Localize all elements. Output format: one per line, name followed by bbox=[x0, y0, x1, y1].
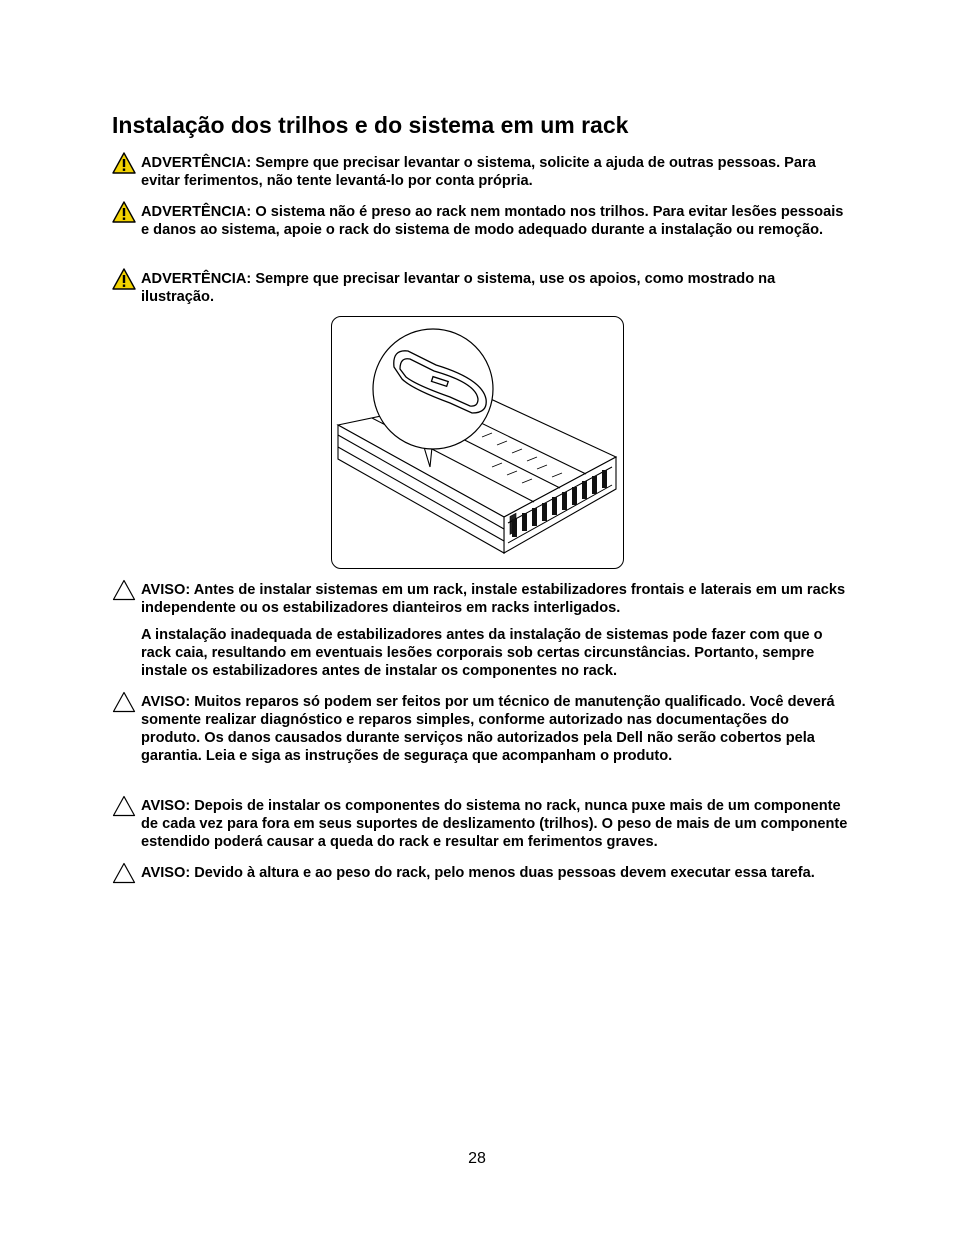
server-chassis-drawing bbox=[332, 317, 624, 569]
caution-text-secondary: A instalação inadequada de estabilizadores antes da instalação de sistemas pode fazer com que o rack caia, resultando em eventuais lesões corporais sob certas circunstâncias. Portanto, sempre instale os estabilizadores antes de instalar os componentes no rack. bbox=[141, 627, 823, 679]
caution-triangle-icon bbox=[112, 579, 136, 601]
warning-text: O sistema não é preso ao rack nem montado nos trilhos. Para evitar lesões pessoais e danos ao sistema, apoie o rack do sistema de modo adequado durante a instalação ou remoção. bbox=[141, 204, 844, 238]
server-lifting-illustration bbox=[331, 316, 624, 569]
page-number: 28 bbox=[468, 1150, 486, 1167]
caution-text: Depois de instalar os componentes do sistema no rack, nunca puxe mais de um componente de cada vez para fora em seus suportes de deslizamento (trilhos). O peso de mais de um componente estendido poderá causar a queda do rack e resultar em ferimentos graves. bbox=[141, 798, 848, 850]
caution-label: AVISO: bbox=[141, 694, 191, 710]
warning-note-1 bbox=[112, 154, 852, 190]
caution-text: Antes de instalar sistemas em um rack, instale estabilizadores frontais e laterais em um racks independente ou os estabilizadores dianteiros em racks interligados. bbox=[141, 582, 846, 616]
warning-note-2 bbox=[112, 203, 852, 239]
caution-note-3 bbox=[112, 797, 852, 851]
caution-label: AVISO: bbox=[141, 582, 191, 598]
warning-text: Sempre que precisar levantar o sistema, solicite a ajuda de outras pessoas. Para evitar ferimentos, não tente levantá-lo por conta própria. bbox=[141, 155, 816, 189]
caution-triangle-icon bbox=[112, 862, 136, 884]
caution-triangle-icon bbox=[112, 795, 136, 817]
warning-text: Sempre que precisar levantar o sistema, use os apoios, como mostrado na ilustração. bbox=[141, 271, 776, 305]
caution-triangle-icon bbox=[112, 691, 136, 713]
warning-label: ADVERTÊNCIA: bbox=[141, 204, 252, 220]
warning-triangle-icon bbox=[112, 152, 136, 174]
caution-label: AVISO: bbox=[141, 798, 191, 814]
warning-triangle-icon bbox=[112, 201, 136, 223]
caution-label: AVISO: bbox=[141, 865, 191, 881]
warning-label: ADVERTÊNCIA: bbox=[141, 155, 252, 171]
caution-note-4 bbox=[112, 864, 852, 882]
warning-triangle-icon bbox=[112, 268, 136, 290]
caution-text: Muitos reparos só podem ser feitos por um técnico de manutenção qualificado. Você deverá somente realizar diagnóstico e reparos simples, conforme autorizado nas documentações do produto. Os danos causados durante serviços não autorizados pela Dell não serão cobertos pela garantia. Leia e siga as instruções de seguraça que acompanham o produto. bbox=[141, 694, 835, 764]
caution-note-2 bbox=[112, 693, 852, 765]
warning-label: ADVERTÊNCIA: bbox=[141, 271, 252, 287]
caution-note-1 bbox=[112, 581, 852, 680]
page-title: Instalação dos trilhos e do sistema em um rack bbox=[112, 112, 629, 138]
warning-note-3 bbox=[112, 270, 852, 306]
caution-text: Devido à altura e ao peso do rack, pelo menos duas pessoas devem executar essa tarefa. bbox=[194, 865, 815, 881]
